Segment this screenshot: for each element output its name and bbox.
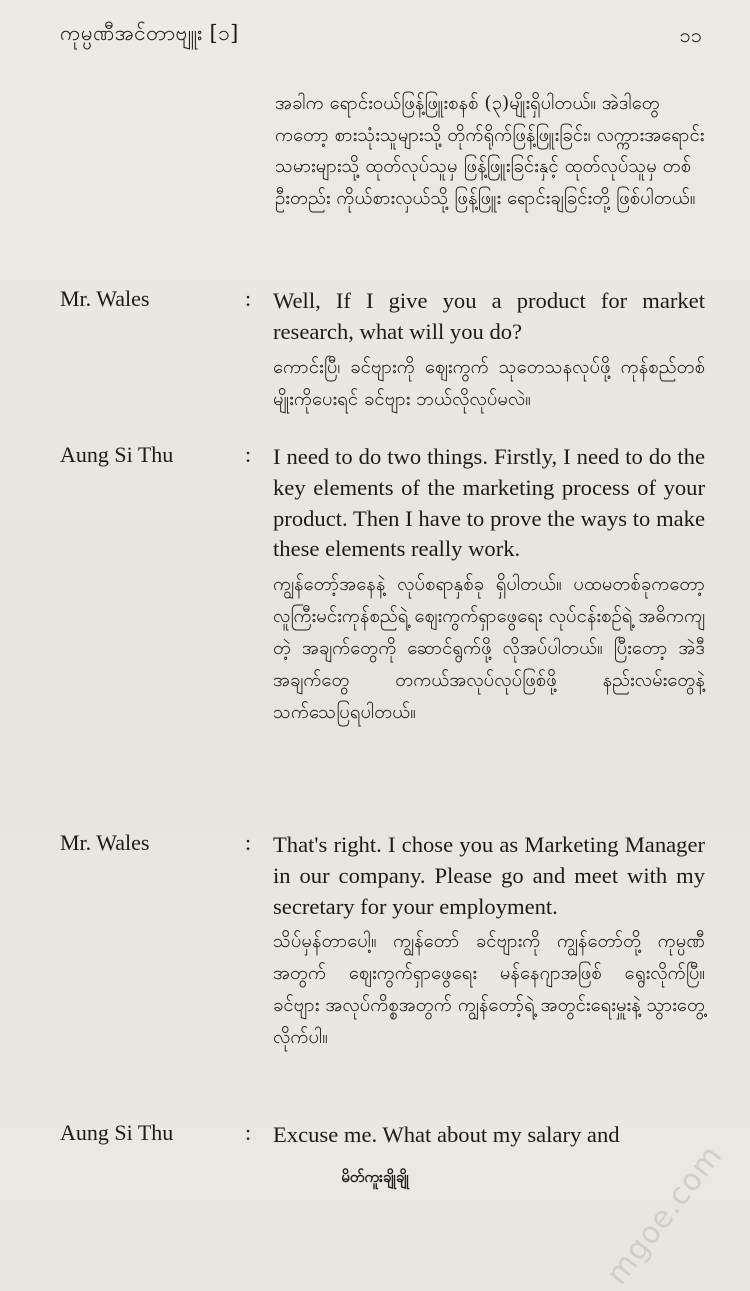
english-line: I need to do two things. Firstly, I need to do the key elements of the marketing process of your product. Then I have to prove the ways to make these elements really work. (273, 444, 705, 562)
speaker-name: Mr. Wales (60, 830, 150, 855)
speaker-name: Aung Si Thu (60, 1120, 174, 1145)
english-line: Well, If I give you a product for market research, what will you do? (273, 288, 705, 344)
speaker-colon: : (245, 1120, 252, 1145)
running-header-title: ကုမ္ပဏီအင်တာဗျူး [၁] (60, 21, 239, 45)
footer-credit: မိတ်ကူးချိုချို (341, 1168, 409, 1186)
burmese-translation: ကျွန်တော့်အနေနဲ့ လုပ်စရာနှစ်ခု ရှိပါတယ်။ ပထမတစ်ခုကတော့ လူကြီးမင်းကုန်စည်ရဲ့ ဈေးကွက်ရှာဖွေရေး လုပ်ငန်းစဉ်ရဲ့ အဓိကကျတဲ့ အချက်တွေကို ဆောင်ရွက်ဖို့ လိုအပ်ပါတယ်။ ပြီးတော့ အဲဒီအချက်တွေ တကယ်အလုပ်လုပ်ဖြစ်ဖို့ နည်းလမ်းတွေနဲ့ သက်သေပြရပါတယ်။ (273, 574, 705, 724)
dialogue-turn-3 (60, 830, 708, 1110)
dialogue-turn-1 (60, 286, 708, 426)
speaker-colon: : (245, 442, 252, 467)
dialogue-turn-2 (60, 442, 708, 802)
burmese-translation: ကောင်းပြီ၊ ခင်ဗျားကို ဈေးကွက် သုတေသနလုပ်ဖို့ ကုန်စည်တစ်မျိုးကိုပေးရင် ခင်ဗျား ဘယ်လိုလုပ်မလဲ။ (273, 356, 705, 410)
speaker-name: Aung Si Thu (60, 442, 174, 467)
speaker-colon: : (245, 830, 252, 855)
watermark: mgoe.com (599, 1138, 730, 1291)
speech (273, 442, 705, 729)
speech (273, 830, 705, 1054)
speech (273, 1120, 705, 1151)
english-line: Excuse me. What about my salary and (273, 1122, 620, 1147)
page-number: ၁၁ (679, 23, 702, 47)
speech (273, 286, 705, 416)
speaker-colon: : (245, 286, 252, 311)
burmese-translation: သိပ်မှန်တာပေါ့။ ကျွန်တော် ခင်ဗျားကို ကျွန်တော်တို့ ကုမ္ပဏီအတွက် ဈေးကွက်ရှာဖွေရေး မန်နေဂျာအဖြစ် ရွေးလိုက်ပြီ။ ခင်ဗျား အလုပ်ကိစ္စအတွက် ကျွန်တော့်ရဲ့ အတွင်းရေးမှူးနဲ့ သွားတွေ့လိုက်ပါ။ (273, 931, 705, 1049)
dialogue-turn-4 (60, 1120, 708, 1160)
speaker-name: Mr. Wales (60, 286, 150, 311)
english-line: That's right. I chose you as Marketing Manager in our company. Please go and meet with my secretary for your employment. (273, 832, 705, 919)
intro-burmese-paragraph: အခါက ရောင်းဝယ်ဖြန့်ဖြူးစနစ် (၃)မျိုးရှိပါတယ်။ အဲဒါတွေကတော့ စားသုံးသူများသို့ တိုက်ရိုက်ဖြန့်ဖြူးခြင်း၊ လက္ကားအရောင်းသမားများသို့ ထုတ်လုပ်သူမှ ဖြန့်ဖြူးခြင်းနှင့် ထုတ်လုပ်သူမှ တစ်ဦးတည်း ကိုယ်စားလှယ်သို့ ဖြန့်ဖြူး ရောင်းချခြင်းတို့ ဖြစ်ပါတယ်။ (275, 93, 705, 209)
